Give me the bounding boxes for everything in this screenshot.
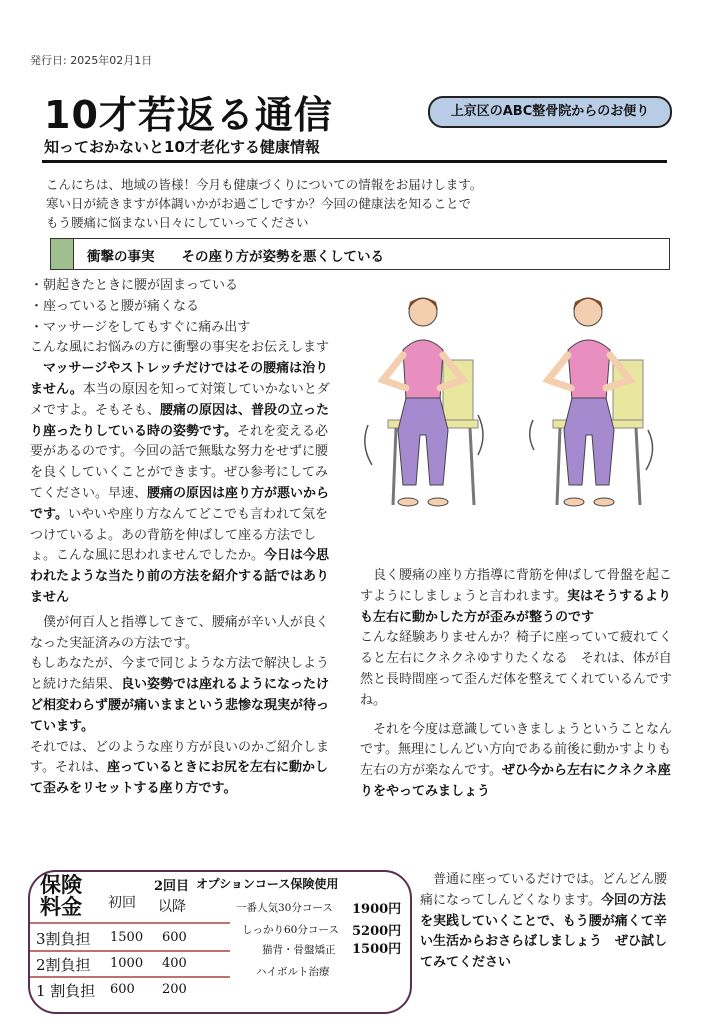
section-heading: 衝撃の事実 その座り方が姿勢を悪くしている	[87, 249, 384, 265]
price-table	[28, 870, 412, 1014]
divider	[30, 922, 230, 924]
paragraph: 僕が何百人と指導してきて、腰痛が辛い人が良くなった実証済みの方法です。	[30, 614, 329, 651]
divider	[30, 976, 230, 978]
bullet-item: ・マッサージをしてもすぐに痛み出す	[30, 319, 251, 335]
option-price: 1900円	[352, 902, 402, 917]
divider	[30, 950, 230, 952]
clinic-badge: 上京区のABC整骨院からのお便り	[428, 96, 672, 128]
row-second: 200	[162, 982, 187, 997]
paragraph	[30, 654, 335, 737]
bullet-item: ・座っていると腰が痛くなる	[30, 298, 200, 314]
option-heading: オプションコース保険使用	[196, 877, 339, 891]
bullet-item: ・朝起きたときに腰が固まっている	[30, 278, 239, 293]
row-first: 600	[110, 982, 135, 997]
bold-text: 実はそうするよりも左右に動かした方が歪みが整うのです	[360, 588, 671, 625]
option-name: ハイボルト治療	[256, 966, 330, 978]
paragraph	[420, 870, 678, 974]
section-heading-tab	[51, 239, 74, 269]
paragraph	[30, 738, 335, 800]
newsletter-subtitle: 知っておかないと10才老化する健康情報	[44, 138, 320, 156]
row-label: 1 割負担	[36, 982, 96, 1000]
option-name: しっかり60分コース	[242, 924, 339, 936]
paragraph: こんな経験ありませんか？椅子に座っていて疲れてくると左右にクネクネゆすりたくなる それは、体が自然と長時間座って歪んだ体を整えてくれているんですね。	[360, 630, 673, 708]
bold-text: 良い姿勢では座れるようになったけど相変わらず腰が痛いままという悲惨な現実が待っています。	[30, 677, 330, 734]
text: それを今度は意識していきましょうということなんです。無理にしんどい方向である前後に動かすよりも左右の方が楽なんです。	[360, 721, 673, 779]
paragraph	[360, 720, 678, 803]
bold-text: マッサージやストレッチだけではその腰痛は治りません。	[30, 361, 329, 397]
text: それでは、どのような座り方が良いのかご紹介します。それは、	[30, 739, 330, 776]
option-name: 猫背・骨盤矯正	[262, 944, 336, 956]
row-second: 400	[162, 956, 187, 971]
title-divider	[42, 160, 667, 163]
text: 本当の原因を知って対策していかないとダメですよ。そもそも、	[30, 381, 330, 418]
row-first: 1500	[110, 930, 144, 945]
section-heading-box	[50, 238, 670, 270]
paragraph	[30, 359, 335, 609]
text: もしあなたが、今まで同じような方法で解決しようと続けた結果、	[30, 656, 330, 693]
price-table-title-1: 保険	[40, 872, 82, 897]
row-label: 2割負担	[36, 956, 91, 974]
figure-left	[365, 298, 483, 506]
text: いやいや座り方なんてどこでも言われて気をつけているよ。あの背筋を伸ばして座る方法でしょ。こんな風に思われませんでしたか。	[30, 506, 328, 564]
intro-line-2: 寒い日が続きますが体調いかがお過ごしですか？今回の健康法を知ることで	[46, 196, 472, 211]
right-column	[360, 566, 678, 803]
newsletter-title: 10才若返る通信	[44, 93, 333, 137]
bold-text: 腰痛の原因は、普段の立ったり座ったりしている時の姿勢です。	[30, 402, 330, 439]
row-first: 1000	[110, 956, 144, 971]
sitting-posture-illustration	[348, 270, 678, 560]
bold-text: 腰痛の原因は座り方が悪いからです。	[30, 485, 330, 522]
column-header-second-bottom: 以降	[158, 899, 186, 915]
row-second: 600	[162, 930, 187, 945]
column-header-first: 初回	[108, 895, 136, 911]
text: 普通に座っているだけでは。どんどん腰痛になってしんどくなります。	[420, 872, 668, 908]
text: 良く腰痛の座り方指導に背筋を伸ばして骨盤を起こすようにしましょうと言われます。	[360, 568, 673, 604]
paragraph: こんな風にお悩みの方に衝撃の事実をお伝えします	[30, 340, 330, 356]
issue-date: 発行日: 2025年02月1日	[30, 54, 153, 67]
left-column	[30, 276, 335, 800]
text: それを変える必要があるのです。今回の話で無駄な努力をせずに腰を良くしていくことができます。ぜひ参考にしてみてください。早速、	[30, 423, 328, 501]
bold-text: 座っているときにお尻を左右に動かして歪みをリセットする座り方です。	[30, 760, 328, 797]
option-price: 1500円	[352, 942, 402, 957]
intro-line-3: もう腰痛に悩まない日々にしていってください	[46, 215, 309, 230]
bold-text: 今回の方法を実践していくことで、もう腰が痛くて辛い生活からおさらばしましょう ぜひ試してみてください	[420, 892, 668, 971]
bold-text: 今日は今思われたような当たり前の方法を紹介する話ではありません	[30, 548, 330, 605]
option-name: 一番人気30分コース	[236, 902, 333, 914]
row-label: 3割負担	[36, 930, 91, 948]
option-price: 5200円	[352, 924, 402, 939]
intro-line-1: こんにちは、地域の皆様！今月も健康づくりについての情報をお届けします。	[46, 177, 483, 192]
paragraph	[360, 566, 678, 628]
price-table-title-2: 料金	[40, 894, 82, 919]
column-header-second-top: 2回目	[154, 879, 190, 894]
figure-right	[530, 298, 653, 506]
bold-text: ぜひ今から左右にクネクネ座りをやってみましょう	[360, 763, 671, 799]
